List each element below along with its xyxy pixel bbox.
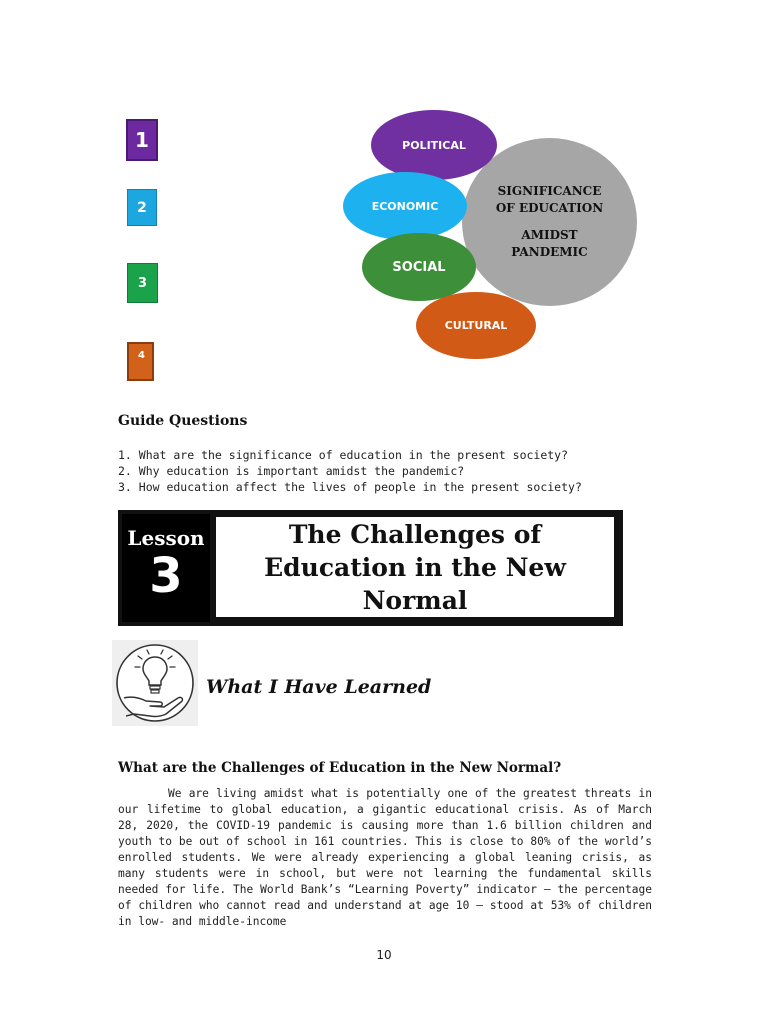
section-heading: What I Have Learned — [206, 676, 432, 698]
guide-question: 1. What are the significance of education in the present society? — [118, 448, 569, 462]
center-text-line4: PANDEMIC — [511, 245, 588, 259]
guide-questions-list — [118, 447, 582, 495]
center-text-line2: OF EDUCATION — [495, 201, 604, 215]
lesson-title-line: Normal — [362, 585, 468, 615]
lesson-number-block — [122, 514, 210, 622]
number-box-1 — [126, 119, 158, 161]
content-question-heading: What are the Challenges of Education in the New Normal? — [118, 760, 562, 776]
cultural-label: CULTURAL — [444, 319, 508, 332]
social-bubble — [362, 233, 476, 301]
lesson-number: 3 — [149, 548, 183, 604]
cultural-bubble — [416, 292, 536, 359]
lesson-title-line: Education in the New — [264, 552, 566, 582]
number-box-label: 1 — [135, 128, 149, 152]
number-box-3 — [127, 263, 158, 303]
center-text-line1: SIGNIFICANCE — [497, 184, 602, 198]
guide-questions-title: Guide Questions — [118, 413, 248, 429]
lesson-banner — [118, 510, 623, 626]
guide-question: 2. Why education is important amidst the pandemic? — [118, 464, 465, 478]
lesson-word: Lesson — [127, 526, 205, 550]
number-box-4 — [127, 342, 154, 381]
social-label: SOCIAL — [392, 259, 446, 275]
political-label: POLITICAL — [402, 138, 466, 152]
number-box-2 — [127, 189, 157, 226]
center-bubble — [462, 138, 637, 306]
lesson-title — [264, 518, 566, 617]
number-box-label: 2 — [137, 199, 147, 216]
number-box-label: 3 — [137, 275, 148, 291]
lightbulb-hand-icon — [112, 640, 198, 726]
guide-question: 3. How education affect the lives of people in the present society? — [118, 480, 582, 494]
economic-label: ECONOMIC — [371, 199, 439, 213]
lesson-title-block — [214, 515, 616, 619]
number-box-label: 4 — [138, 350, 145, 361]
political-bubble — [371, 110, 497, 180]
lesson-title-line: The Challenges of — [288, 519, 542, 549]
page-number: 10 — [376, 948, 392, 962]
economic-bubble — [343, 172, 467, 240]
body-paragraph: We are living amidst what is potentially one of the greatest threats in our lifetime to global education, a gigantic educational crisis. As of March 28, 2020, the COVID-19 pandemic is causing more than 1.6 billion children and youth to be out of school in 161 countries. This is close to 80% of the world’s enrolled students. We were already experiencing a global leaning crisis, as many students were in school, but were not learning the fundamental skills needed for life. The World Bank’s “Learning Poverty” indicator – the percentage of children who cannot read and understand at age 10 – stood at 53% of children in low- and middle-income — [118, 787, 652, 928]
center-text-line3: AMIDST — [521, 228, 578, 242]
